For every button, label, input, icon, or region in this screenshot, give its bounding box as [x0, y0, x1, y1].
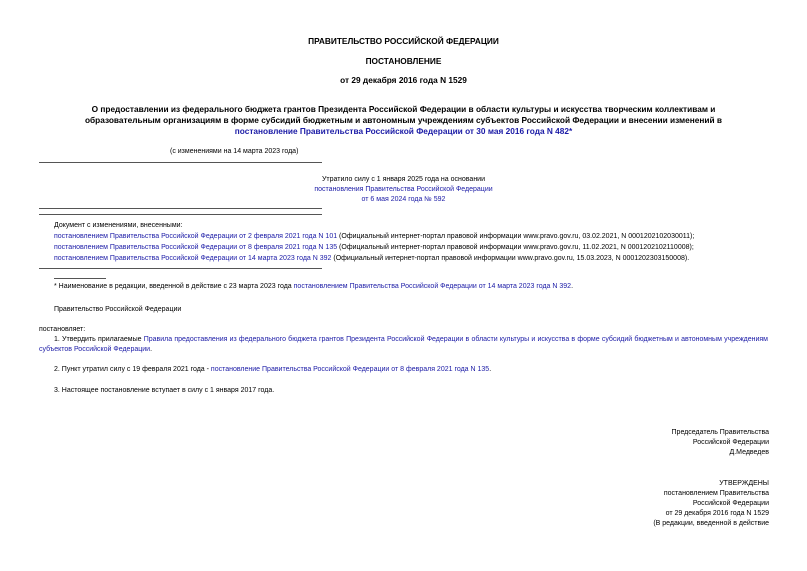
footnote-link[interactable]: постановлением Правительства Российской Федерации от 14 марта 2023 года N 392 — [293, 283, 572, 290]
divider — [39, 268, 322, 269]
divider — [39, 214, 322, 215]
revision-note: (с изменениями на 14 марта 2023 года) — [170, 148, 299, 155]
title-link-decree-482[interactable]: постановление Правительства Российской Федерации от 30 мая 2016 года N 482* — [234, 126, 573, 136]
divider — [39, 162, 322, 163]
paragraph-3: 3. Настоящее постановление вступает в силу с 1 января 2017 года. — [54, 387, 275, 394]
footnote-text: * Наименование в редакции, введенной в действие с 23 марта 2023 года — [54, 283, 294, 290]
title-line-2: образовательным организациям в форме субсидий бюджетным и автономным учреждениям субъектов Российской Федерации и внесении изменений в — [84, 115, 723, 125]
title-line-1: О предоставлении из федерального бюджета грантов Президента Российской Федерации в области культуры и искусства творческим коллективам и — [91, 104, 716, 114]
amendment-source: (Официальный интернет-портал правовой информации www.pravo.gov.ru, 11.02.2021, N 0001202102110008); — [337, 244, 694, 251]
p1-start: 1. Утвердить прилагаемые — [54, 336, 144, 343]
p2-link-decree-135[interactable]: постановление Правительства Российской Федерации от 8 февраля 2021 года N 135 — [210, 366, 490, 373]
signature-title: Председатель Правительства — [671, 429, 769, 436]
paragraph-2 — [54, 365, 491, 375]
amendment-item — [54, 254, 689, 264]
government-heading: ПРАВИТЕЛЬСТВО РОССИЙСКОЙ ФЕДЕРАЦИИ — [308, 36, 499, 46]
p2-start: 2. Пункт утратил силу с 19 февраля 2021 года - — [54, 366, 211, 373]
amendment-source: (Официальный интернет-портал правовой информации www.pravo.gov.ru, 03.02.2021, N 0001202102030011); — [337, 233, 695, 240]
amendments-heading: Документ с изменениями, внесенными: — [54, 222, 183, 229]
amendment-link[interactable]: постановлением Правительства Российской Федерации от 8 февраля 2021 года N 135 — [54, 244, 338, 251]
footnote-end: . — [571, 283, 574, 290]
approved-line: Российской Федерации — [692, 500, 769, 507]
footnote — [54, 282, 573, 292]
p1-link-rules[interactable]: Правила предоставления из федерального бюджета грантов Президента Российской Федерации в области культуры и искусства в форме субсидий бюджетным и автономным учреждениям субъектов Российской Федерации — [39, 336, 768, 353]
signature-name: Д.Медведев — [729, 449, 769, 456]
document-date-number: от 29 декабря 2016 года N 1529 — [340, 75, 467, 85]
document-type: ПОСТАНОВЛЕНИЕ — [365, 56, 442, 66]
amendment-item — [54, 232, 694, 242]
approved-title: УТВЕРЖДЕНЫ — [719, 480, 769, 487]
amendment-link[interactable]: постановлением Правительства Российской Федерации от 2 февраля 2021 года N 101 — [54, 233, 338, 240]
invalid-link-decree[interactable]: постановления Правительства Российской Федерации — [314, 186, 493, 193]
amendment-link[interactable]: постановлением Правительства Российской Федерации от 14 марта 2023 года N 392 — [54, 255, 332, 262]
approved-line: (В редакции, введенной в действие — [653, 520, 769, 527]
amendment-source: (Официальный интернет-портал правовой информации www.pravo.gov.ru, 15.03.2023, N 0001202303150008). — [331, 255, 690, 262]
footnote-divider — [54, 278, 106, 279]
paragraph-1 — [39, 335, 768, 355]
amendment-item — [54, 243, 694, 253]
body-government: Правительство Российской Федерации — [54, 306, 182, 313]
body-decides: постановляет: — [39, 326, 86, 333]
invalid-note: Утратило силу с 1 января 2025 года на основании — [321, 176, 486, 183]
signature-country: Российской Федерации — [692, 439, 769, 446]
approved-line: постановлением Правительства — [663, 490, 769, 497]
invalid-link-date[interactable]: от 6 мая 2024 года № 592 — [361, 196, 446, 203]
p1-end: . — [150, 346, 153, 353]
p2-end: . — [489, 366, 492, 373]
divider — [39, 208, 322, 209]
approved-line: от 29 декабря 2016 года N 1529 — [665, 510, 769, 517]
